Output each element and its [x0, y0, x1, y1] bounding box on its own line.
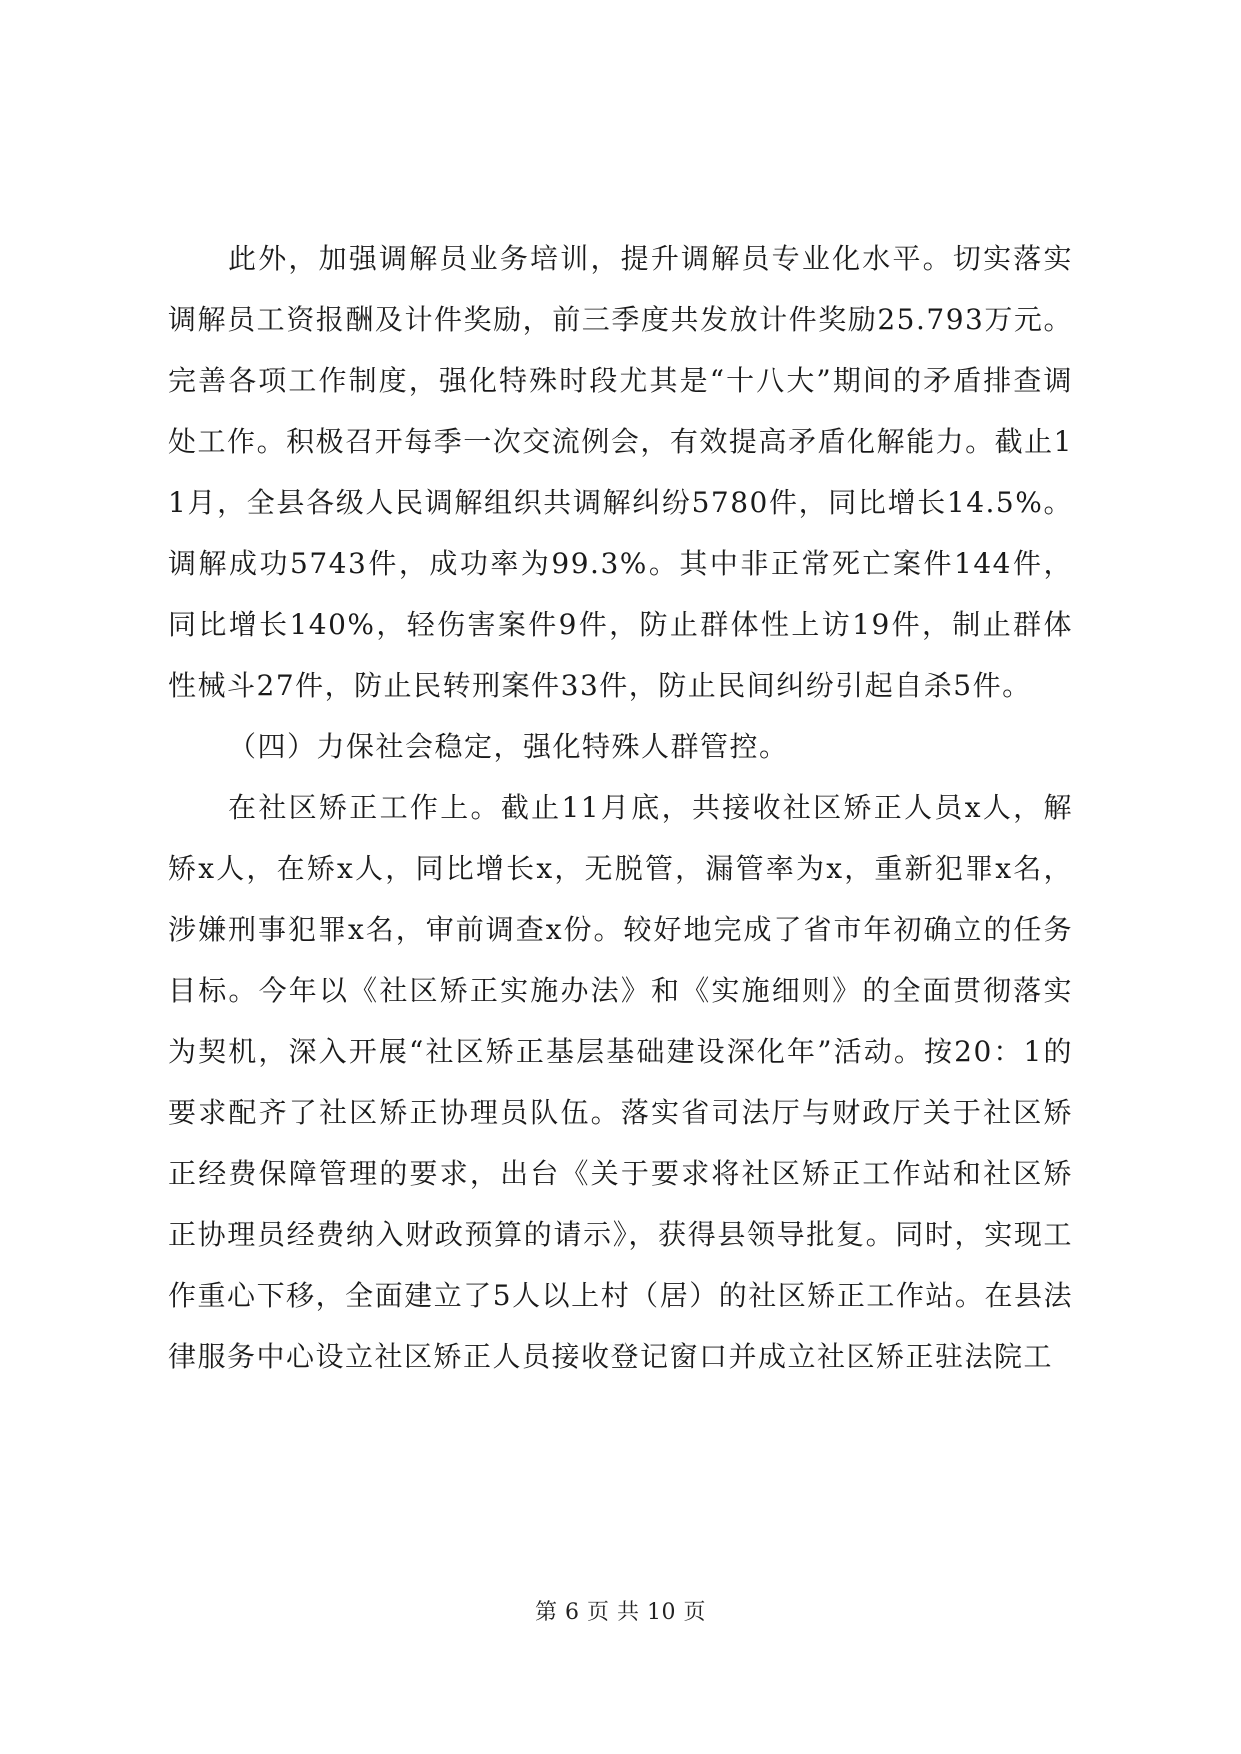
document-body	[168, 228, 1073, 1387]
section-heading-social-stability: （四）力保社会稳定，强化特殊人群管控。	[228, 730, 789, 763]
paragraph-mediation-training: 此外，加强调解员业务培训，提升调解员专业化水平。切实落实调解员工资报酬及计件奖励，前三季度共发放计件奖励25.793万元。完善各项工作制度，强化特殊时段尤其是“十八大”期间的矛盾排查调处工作。积极召开每季一次交流例会，有效提高矛盾化解能力。截止11月，全县各级人民调解组织共调解纠纷5780件，同比增长14.5%。调解成功5743件，成功率为99.3%。其中非正常死亡案件144件，同比增长140%，轻伤害案件9件，防止群体性上访19件，制止群体性械斗27件，防止民转刑案件33件，防止民间纠纷引起自杀5件。	[168, 242, 1073, 702]
paragraph-community-correction: 在社区矫正工作上。截止11月底，共接收社区矫正人员x人，解矫x人，在矫x人，同比增长x，无脱管，漏管率为x，重新犯罪x名，涉嫌刑事犯罪x名，审前调查x份。较好地完成了省市年初确立的任务目标。今年以《社区矫正实施办法》和《实施细则》的全面贯彻落实为契机，深入开展“社区矫正基层基础建设深化年”活动。按20：1的要求配齐了社区矫正协理员队伍。落实省司法厅与财政厅关于社区矫正经费保障管理的要求，出台《关于要求将社区矫正工作站和社区矫正协理员经费纳入财政预算的请示》，获得县领导批复。同时，实现工作重心下移，全面建立了5人以上村（居）的社区矫正工作站。在县法律服务中心设立社区矫正人员接收登记窗口并成立社区矫正驻法院工	[168, 791, 1073, 1373]
page-number-footer: 第 6 页 共 10 页	[535, 1600, 706, 1625]
